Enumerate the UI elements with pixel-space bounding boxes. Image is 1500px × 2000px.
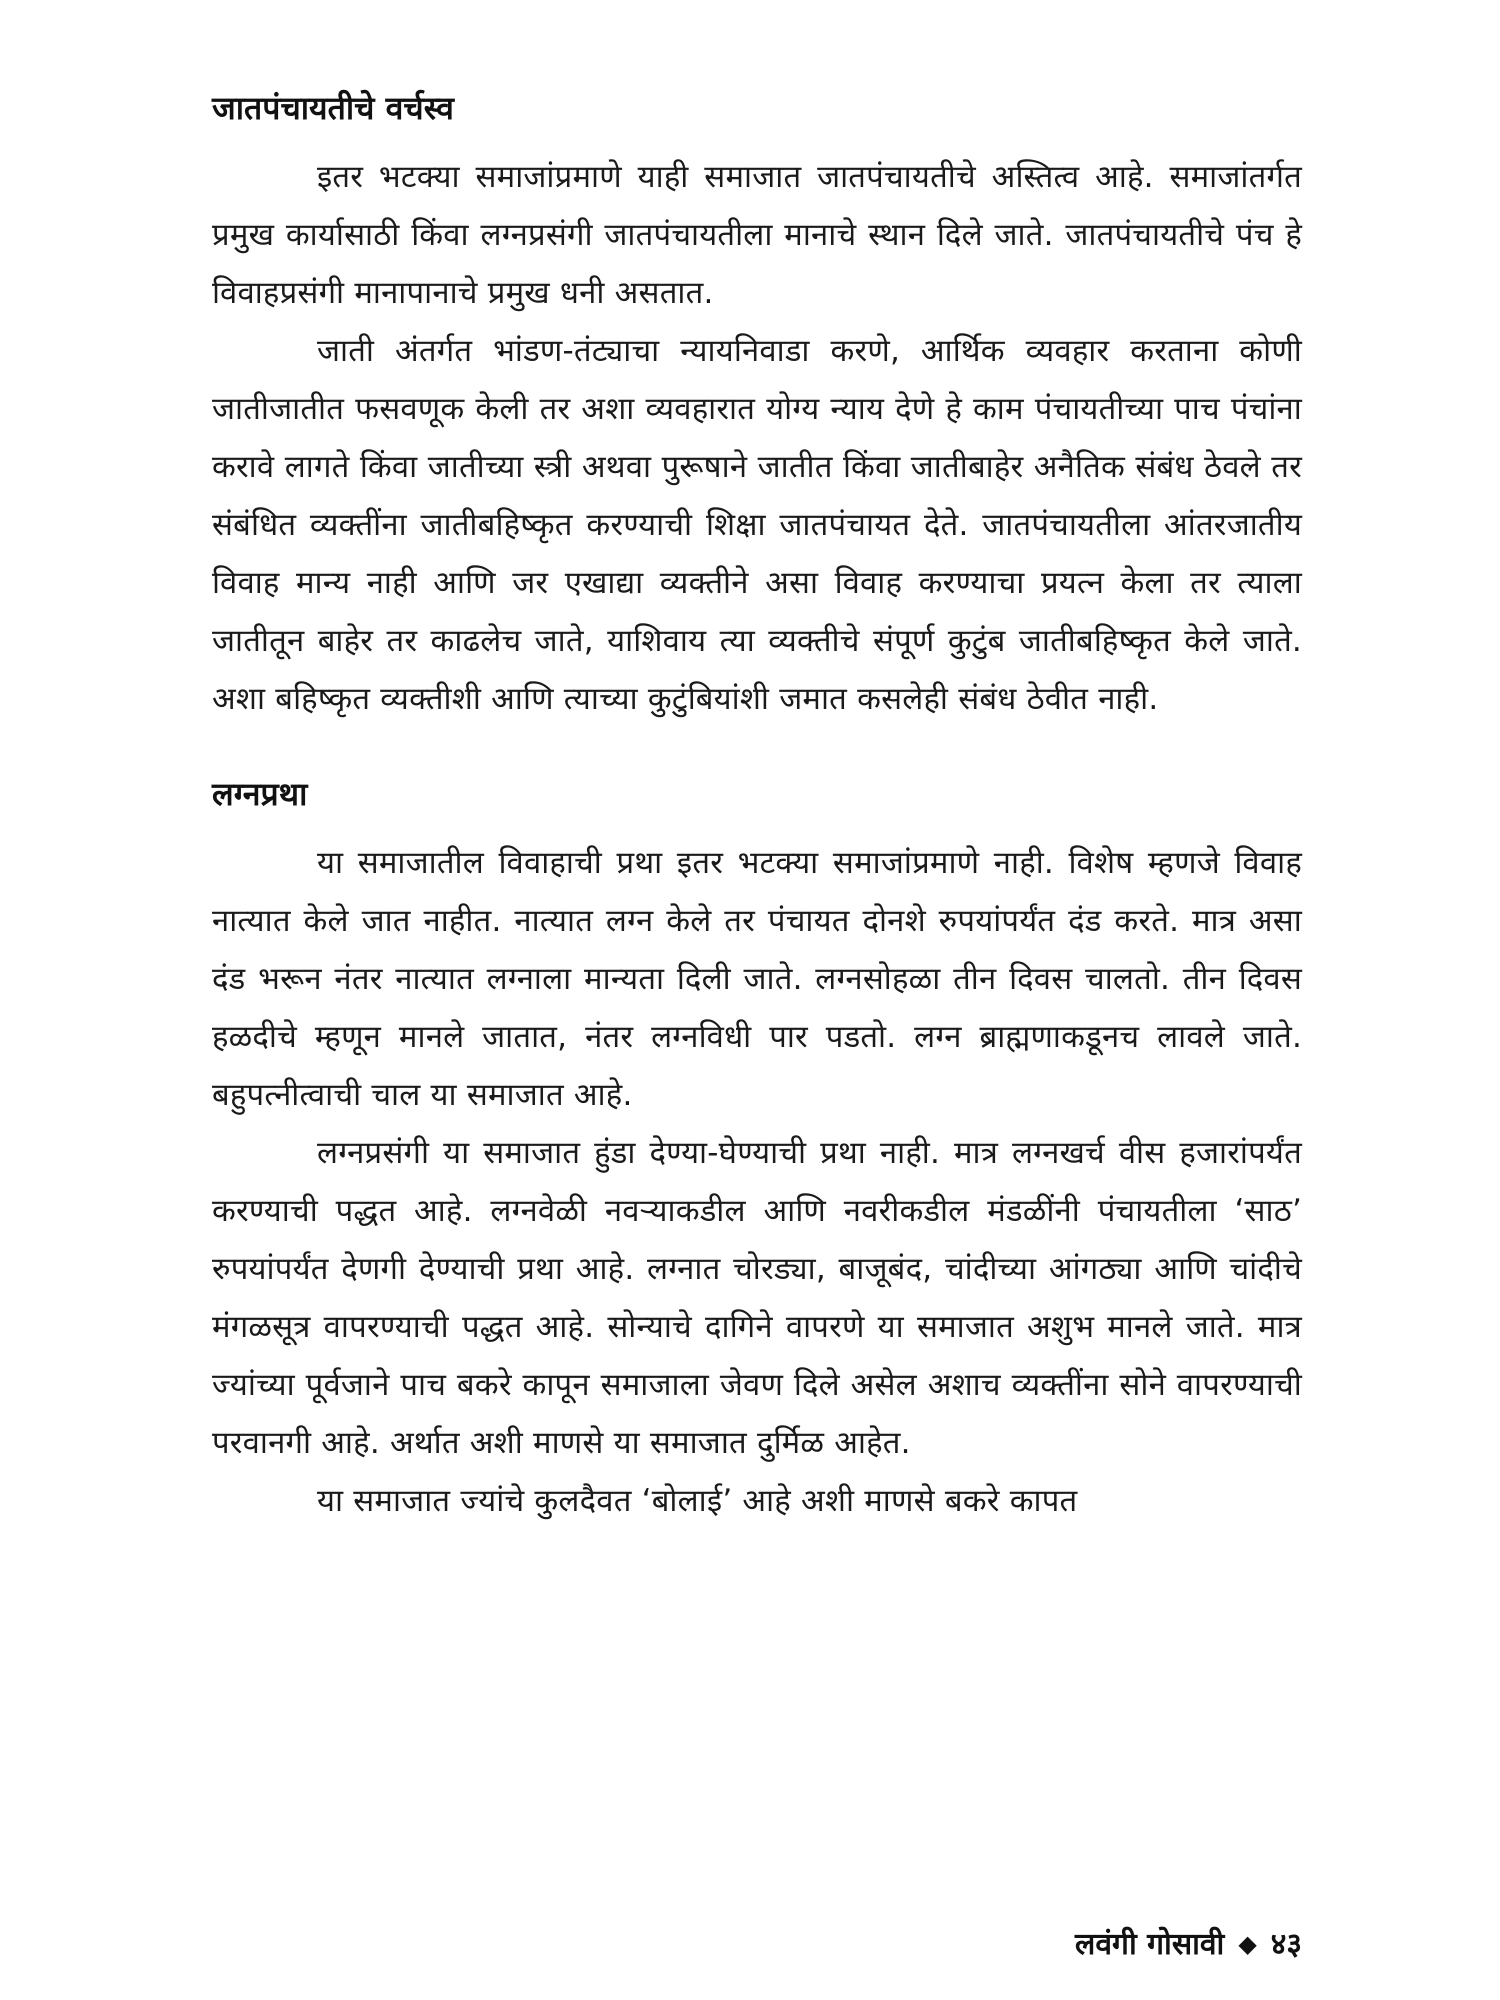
paragraph: या समाजात ज्यांचे कुलदैवत ‘बोलाई’ आहे अशी माणसे बकरे कापत xyxy=(317,1483,1078,1519)
page-body xyxy=(212,80,1302,1530)
running-title: लवंगी गोसावी xyxy=(1075,1927,1225,1962)
paragraph: या समाजातील विवाहाची प्रथा इतर भटक्या समाजांप्रमाणे नाही. विशेष म्हणजे विवाह नात्यात केले जात नाहीत. नात्यात लग्न केले तर पंचायत दोनशे रुपयांपर्यंत दंड करते. मात्र असा दंड भरून नंतर नात्यात लग्नाला मान्यता दिली जाते. लग्नसोहळा तीन दिवस चालतो. तीन दिवस हळदीचे म्हणून मानले जातात, नंतर लग्नविधी पार पडतो. लग्न ब्राह्मणाकडूनच लावले जाते. बहुपत्नीत्वाची चाल या समाजात आहे. xyxy=(212,845,1302,1113)
page-footer xyxy=(1075,1922,1302,1963)
section-heading: जातपंचायतीचे वर्चस्व xyxy=(212,89,454,127)
section-caste-council xyxy=(212,80,1302,728)
section-marriage-custom xyxy=(212,766,1302,1530)
paragraph: इतर भटक्या समाजांप्रमाणे याही समाजात जातपंचायतीचे अस्तित्व आहे. समाजांतर्गत प्रमुख कार्यासाठी किंवा लग्नप्रसंगी जातपंचायतीला मानाचे स्थान दिले जाते. जातपंचायतीचे पंच हे विवाहप्रसंगी मानापानाचे प्रमुख धनी असतात. xyxy=(212,159,1302,311)
diamond-separator-icon: ◆ xyxy=(1238,1930,1257,1958)
page-number: ४३ xyxy=(1270,1927,1302,1962)
paragraph: लग्नप्रसंगी या समाजात हुंडा देण्या-घेण्याची प्रथा नाही. मात्र लग्नखर्च वीस हजारांपर्यंत करण्याची पद्धत आहे. लग्नवेळी नवऱ्याकडील आणि नवरीकडील मंडळींनी पंचायतीला ‘साठ’ रुपयांपर्यंत देणगी देण्याची प्रथा आहे. लग्नात चोरड्या, बाजूबंद, चांदीच्या आंगठ्या आणि चांदीचे मंगळसूत्र वापरण्याची पद्धत आहे. सोन्याचे दागिने वापरणे या समाजात अशुभ मानले जाते. मात्र ज्यांच्या पूर्वजाने पाच बकरे कापून समाजाला जेवण दिले असेल अशाच व्यक्तींना सोने वापरण्याची परवानगी आहे. अर्थात अशी माणसे या समाजात दुर्मिळ आहेत. xyxy=(212,1135,1302,1461)
section-heading: लग्नप्रथा xyxy=(212,775,308,813)
paragraph: जाती अंतर्गत भांडण-तंट्याचा न्यायनिवाडा करणे, आर्थिक व्यवहार करताना कोणी जातीजातीत फसवणूक केली तर अशा व्यवहारात योग्य न्याय देणे हे काम पंचायतीच्या पाच पंचांना करावे लागते किंवा जातीच्या स्त्री अथवा पुरूषाने जातीत किंवा जातीबाहेर अनैतिक संबंध ठेवले तर संबंधित व्यक्तींना जातीबहिष्कृत करण्याची शिक्षा जातपंचायत देते. जातपंचायतीला आंतरजातीय विवाह मान्य नाही आणि जर एखाद्या व्यक्तीने असा विवाह करण्याचा प्रयत्न केला तर त्याला जातीतून बाहेर तर काढलेच जाते, याशिवाय त्या व्यक्तीचे संपूर्ण कुटुंब जातीबहिष्कृत केले जाते. अशा बहिष्कृत व्यक्तीशी आणि त्याच्या कुटुंबियांशी जमात कसलेही संबंध ठेवीत नाही. xyxy=(212,333,1302,717)
